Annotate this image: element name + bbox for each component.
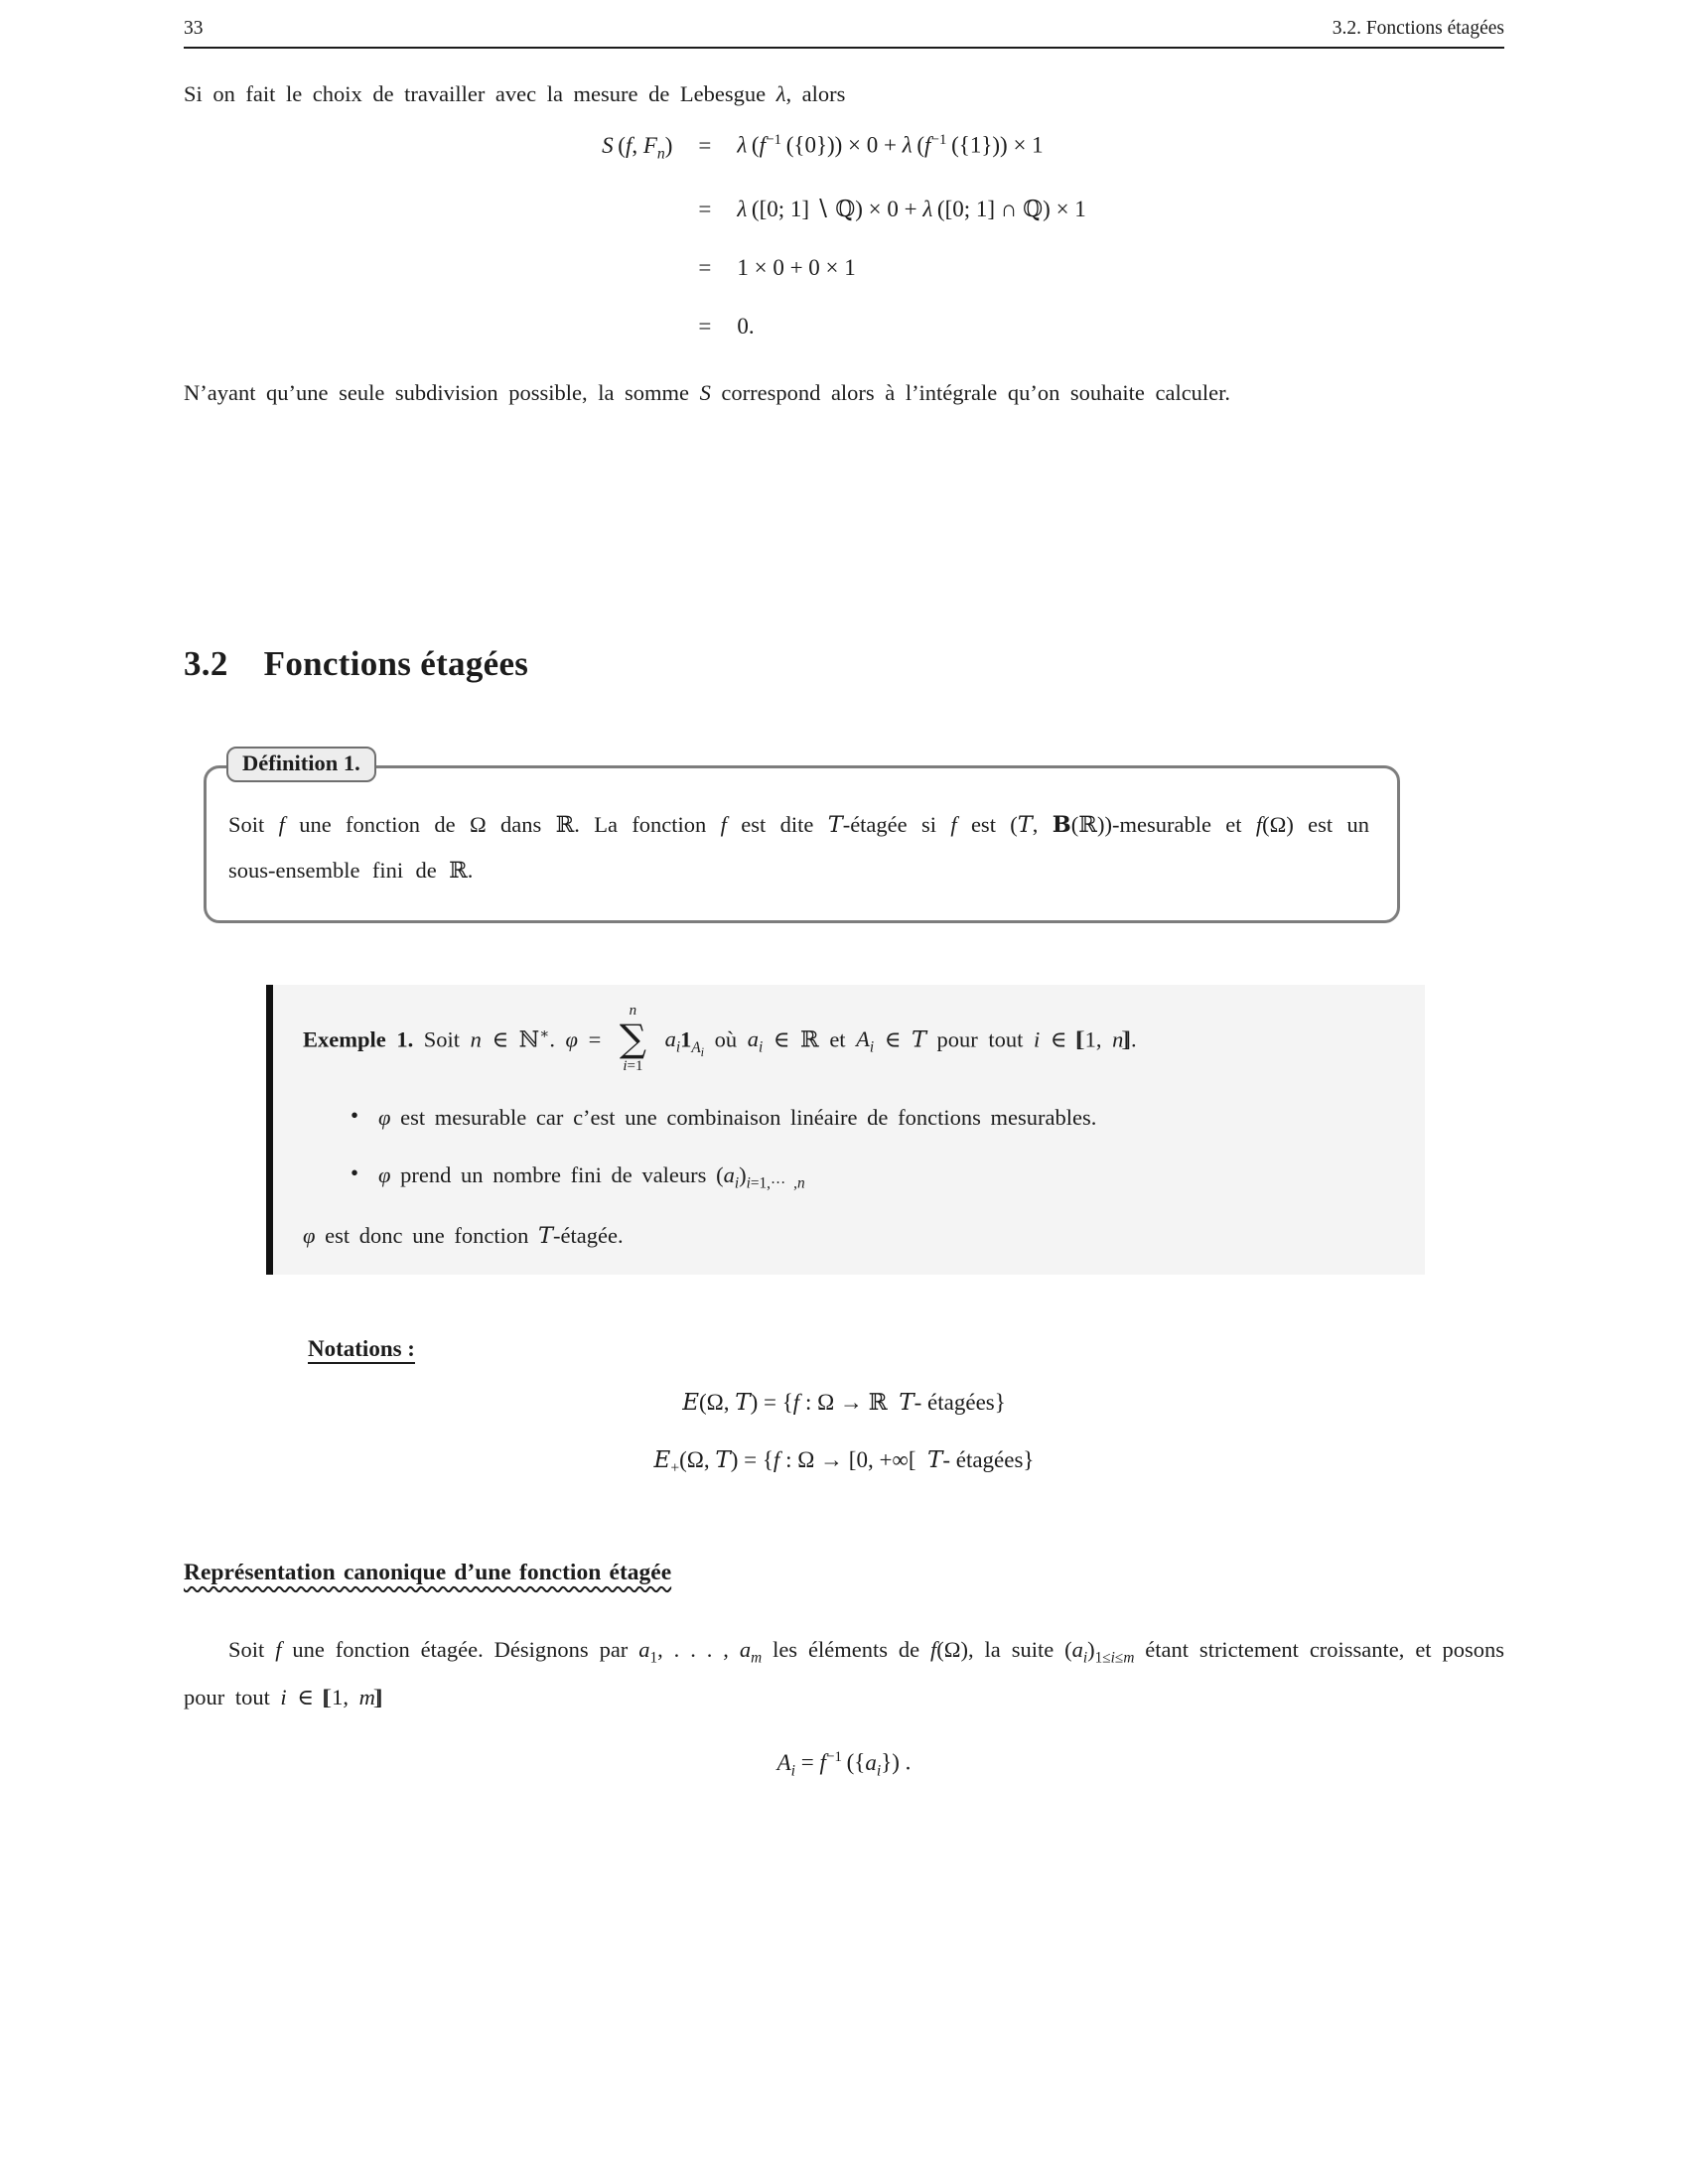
bullet-icon: • [351, 1160, 359, 1185]
example-intro: Exemple 1. Soit n ∈ ℕ∗. φ = n ∑ i=1 $a_i1_{A_i}$ où $a_i$ ∈ ℝ et $A_i$ ∈ T pour tout i ∈ 1, n . [303, 1002, 1137, 1074]
example-conclusion: φ est donc une fonction T-étagée. [303, 1222, 624, 1249]
example-bullet [351, 1101, 1407, 1135]
bullet-icon: • [351, 1102, 359, 1128]
equation-array [184, 131, 1504, 339]
definition-label: Définition 1. [226, 747, 376, 782]
equation-relation: = [698, 254, 712, 280]
example-bullet-text: φ prend un nombre fini de valeurs $(a_i)_{i=1,\cdot\cdot\cdot ,n}$ [378, 1161, 805, 1191]
page-header [184, 18, 1504, 40]
header-rule [184, 47, 1504, 49]
equation-relation: = [698, 196, 712, 221]
section-heading [184, 644, 1504, 684]
section-number: 3.2 [184, 643, 228, 683]
example-bullet [351, 1159, 1407, 1195]
equation-rhs: λ ($f^{-1}$ ({0})) × 0 + λ ($f^{-1}$ ({1})) × 1 [737, 131, 1044, 158]
section-title: Fonctions étagées [263, 643, 529, 683]
equation-rhs: λ ([0; 1] ∖ ℚ) × 0 + λ ([0; 1] ∩ ℚ) × 1 [737, 196, 1086, 221]
notation-equation-2: $E_+(\Omega$, T) = {f : Ω → [0, +∞[ T- étagées} [653, 1446, 1035, 1477]
equation-rhs: 0. [737, 313, 755, 339]
notations-label: Notations : [308, 1335, 415, 1361]
equation-relation: = [698, 132, 712, 158]
notation-equation-1: E(Ω, T) = {f : Ω → ℝ T- étagées} [682, 1389, 1006, 1416]
header-section-ref: 3.2. Fonctions étagées [1332, 18, 1504, 39]
equation-rhs: 1 × 0 + 0 × 1 [737, 254, 856, 280]
intro-paragraph: Si on fait le choix de travailler avec la mesure de Lebesgue λ, alors [184, 81, 846, 106]
example-bullet-list [303, 1101, 1407, 1195]
equation-relation: = [698, 313, 712, 339]
canonical-paragraph: Soit f une fonction étagée. Désignons par $a_1$, . . . , $a_m$ les éléments de f(Ω), la suite $(a_i)_{1\le i\le m}$ étant strictement croissante, et posons pour tout i ∈ 1, m [184, 1636, 1504, 1710]
notations-section [184, 1336, 1504, 1478]
page-number: 33 [184, 18, 204, 39]
definition-box [204, 750, 1400, 923]
canonical-equation: $A_i = f^{-1}$ $(\{a_i\})$ . [776, 1748, 912, 1780]
canonical-representation-heading: Représentation canonique d’une fonction étagée [184, 1559, 672, 1585]
example-bullet-text: φ est mesurable car c’est une combinaison linéaire de fonctions mesurables. [378, 1104, 1097, 1130]
example-block [266, 985, 1425, 1275]
definition-body: Soit f une fonction de Ω dans ℝ. La fonction f est dite T-étagée si f est (T, B(ℝ))-mesurable et f(Ω) est un sous-ensemble fini de ℝ. [228, 811, 1370, 883]
after-paragraph: N’ayant qu’une seule subdivision possible, la somme S correspond alors à l’intégrale qu’on souhaite calculer. [184, 379, 1231, 405]
equation-lhs: S (f, $F_n$) [602, 132, 673, 163]
